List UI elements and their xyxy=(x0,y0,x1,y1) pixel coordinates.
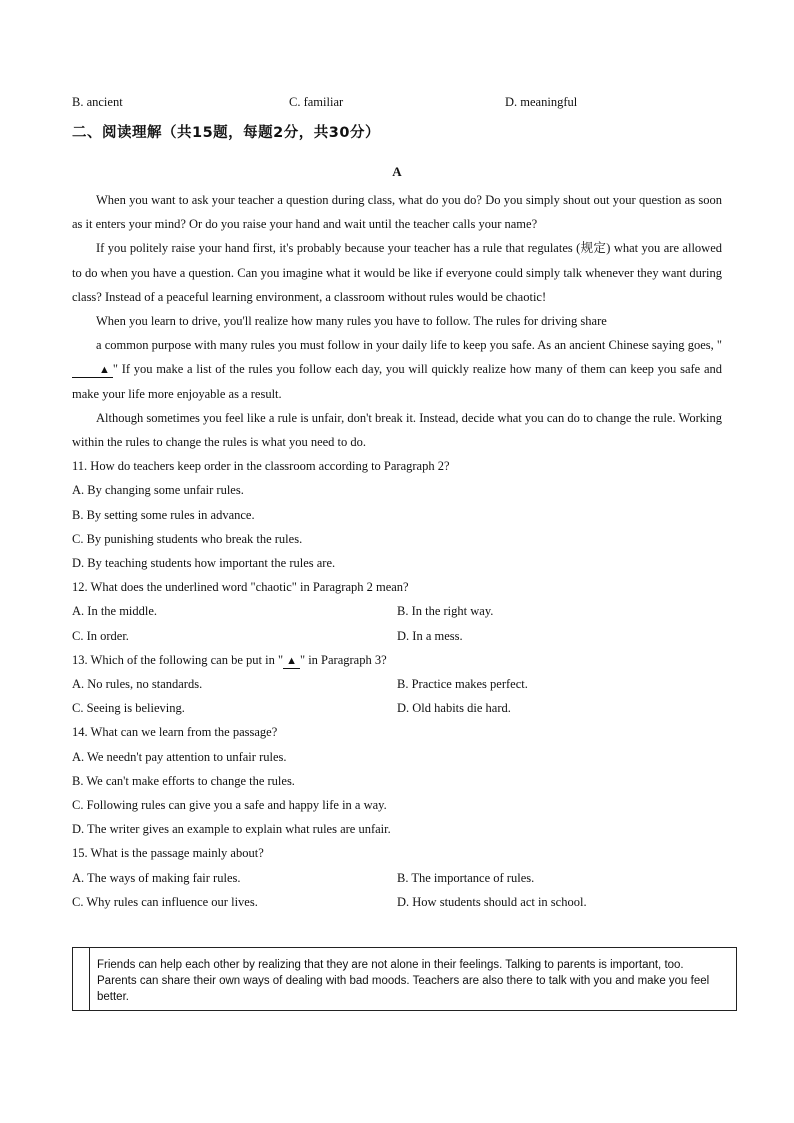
question-11: 11. How do teachers keep order in the classroom according to Paragraph 2? xyxy=(72,459,450,474)
note-box xyxy=(72,947,737,1011)
exam-page xyxy=(72,95,722,914)
previous-question-options xyxy=(72,95,722,115)
q13-option-c[interactable]: C. Seeing is believing. xyxy=(72,701,185,716)
section-heading: 二、阅读理解（共15题，每题2分，共30分） xyxy=(72,125,380,141)
q13-option-a[interactable]: A. No rules, no standards. xyxy=(72,677,203,692)
q12-option-a[interactable]: A. In the middle. xyxy=(72,604,158,619)
q13-stem-before: 13. Which of the following can be put in " xyxy=(72,652,284,667)
q11-option-b[interactable]: B. By setting some rules in advance. xyxy=(72,507,255,522)
q12-option-c[interactable]: C. In order. xyxy=(72,628,129,643)
q14-option-b[interactable]: B. We can't make efforts to change the rules. xyxy=(72,773,295,788)
q15-option-c[interactable]: C. Why rules can influence our lives. xyxy=(72,894,258,909)
paragraph-2: If you politely raise your hand first, it's probably because your teacher has a rule that regulates (规定) what you are allowed to do when you have a question. Can you imagine what it would be like if everyone could simply talk whenever they want during class? Instead of a peaceful learning environment, a classroom without rules would be chaotic! xyxy=(72,241,722,304)
question-14: 14. What can we learn from the passage? xyxy=(72,725,278,740)
option-c[interactable]: C. familiar xyxy=(289,95,344,109)
paragraph-3 xyxy=(72,333,722,406)
q14-option-d[interactable]: D. The writer gives an example to explain what rules are unfair. xyxy=(72,822,391,837)
option-b[interactable]: B. ancient xyxy=(72,95,123,109)
q12-options-row-2 xyxy=(72,624,722,648)
paragraph-3-first-line: When you learn to drive, you'll realize how many rules you have to follow. The rules for driving share xyxy=(96,314,607,329)
q15-option-a[interactable]: A. The ways of making fair rules. xyxy=(72,870,241,885)
q11-option-a[interactable]: A. By changing some unfair rules. xyxy=(72,483,244,498)
q14-option-a[interactable]: A. We needn't pay attention to unfair rules. xyxy=(72,749,287,764)
q14-option-c[interactable]: C. Following rules can give you a safe and happy life in a way. xyxy=(72,798,387,813)
question-12: 12. What does the underlined word "chaotic" in Paragraph 2 mean? xyxy=(72,580,409,595)
q13-options-row-2 xyxy=(72,696,722,720)
paragraph-1: When you want to ask your teacher a question during class, what do you do? Do you simply shout out your question as soon as it enters your mind? Or do you raise your hand and wait until the teacher calls your name? xyxy=(72,193,722,232)
q13-option-d[interactable]: D. Old habits die hard. xyxy=(397,701,511,716)
note-box-divider xyxy=(89,948,90,1010)
paragraph-3-text-after: " If you make a list of the rules you follow each day, you will quickly realize how many of them can keep you safe and make your life more enjoyable as a result. xyxy=(72,362,722,401)
passage-title: A xyxy=(392,164,402,179)
q15-options-row-2 xyxy=(72,890,722,914)
question-13 xyxy=(72,648,722,672)
q15-option-d[interactable]: D. How students should act in school. xyxy=(397,894,587,909)
answer-blank: ▲ xyxy=(72,363,113,378)
paragraph-4: Although sometimes you feel like a rule is unfair, don't break it. Instead, decide what you can do to change the rule. Working within the rules to change the rules is what you need to do. xyxy=(72,410,722,450)
q15-option-b[interactable]: B. The importance of rules. xyxy=(397,870,535,885)
q13-option-b[interactable]: B. Practice makes perfect. xyxy=(397,677,528,692)
q12-options-row-1 xyxy=(72,599,722,623)
q15-options-row-1 xyxy=(72,866,722,890)
option-d[interactable]: D. meaningful xyxy=(505,95,578,109)
q11-option-d[interactable]: D. By teaching students how important the rules are. xyxy=(72,556,336,571)
note-text: Friends can help each other by realizing that they are not alone in their feelings. Talking to parents is important, too. Parents can share their own ways of dealing with bad moods. Teachers are also there to talk with you and make you feel better. xyxy=(97,959,710,1003)
q13-stem-after: " in Paragraph 3? xyxy=(299,652,387,667)
question-15: 15. What is the passage mainly about? xyxy=(72,846,264,861)
q13-blank: ▲ xyxy=(283,654,300,669)
q12-option-b[interactable]: B. In the right way. xyxy=(397,604,494,619)
paragraph-3-text-before: a common purpose with many rules you must follow in your daily life to keep you safe. As an ancient Chinese saying goes, " xyxy=(96,338,722,353)
q13-options-row-1 xyxy=(72,672,722,696)
q11-option-c[interactable]: C. By punishing students who break the rules. xyxy=(72,531,303,546)
q12-option-d[interactable]: D. In a mess. xyxy=(397,628,463,643)
